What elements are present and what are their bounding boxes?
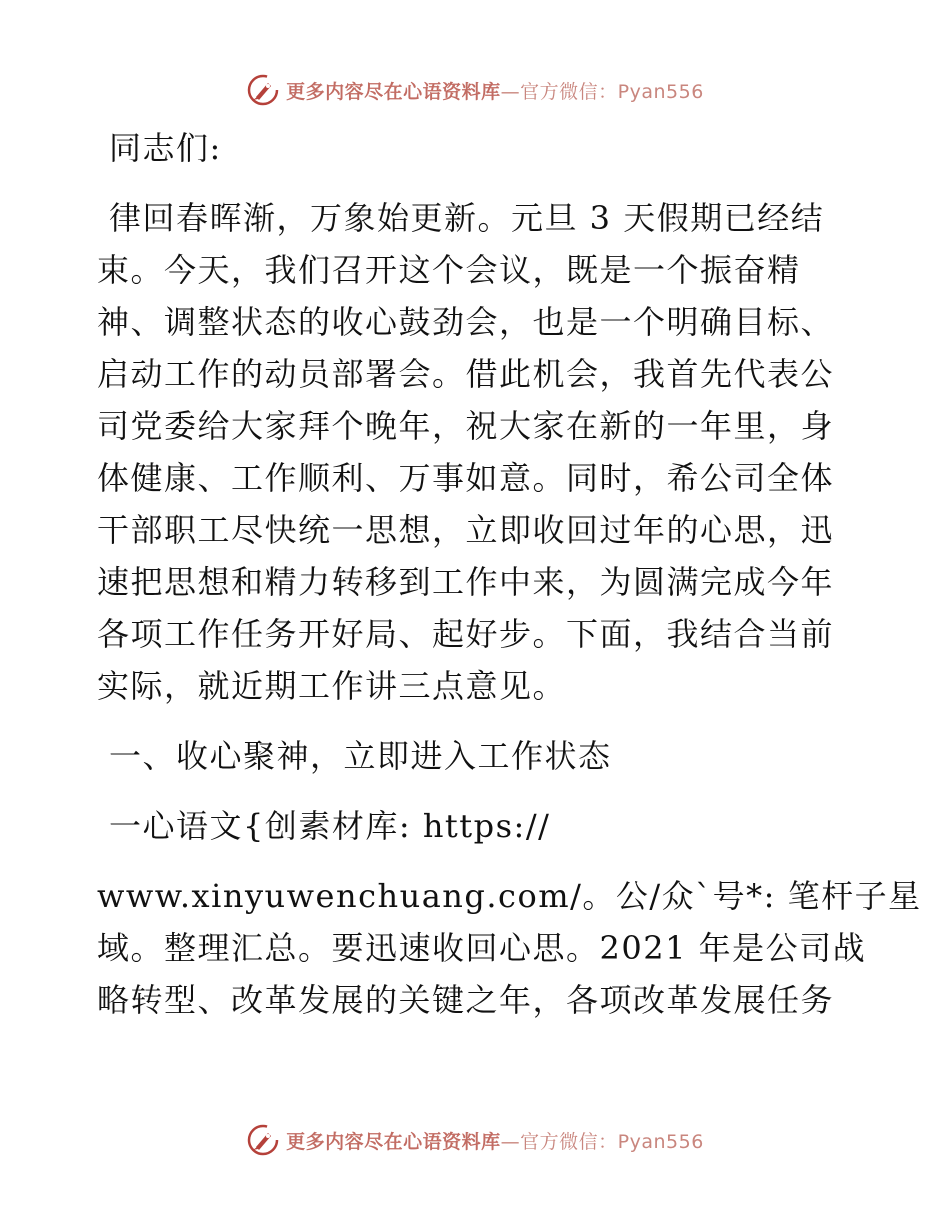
header-contact: 官方微信：Pyan556 (520, 80, 704, 103)
paragraph-line: 速把思想和精力转移到工作中来，为圆满完成今年 (97, 563, 835, 601)
footer-banner (0, 1120, 950, 1160)
section-heading: 一、收心聚神，立即进入工作状态 (109, 737, 612, 775)
footer-brand: 更多内容尽在心语资料库 (286, 1130, 501, 1153)
paragraph-line: 域。整理汇总。要迅速收回心思。2021 年是公司战 (97, 929, 867, 967)
footer-dash: — (500, 1130, 521, 1153)
pen-nib-logo-icon (246, 1123, 280, 1157)
salutation: 同志们: (109, 129, 222, 167)
paragraph-line: www.xinyuwenchuang.com/。公/众`号*: 笔杆子星 (97, 877, 922, 915)
paragraph-line: 律回春晖渐，万象始更新。元旦 3 天假期已经结 (109, 199, 825, 237)
paragraph-line: 实际，就近期工作讲三点意见。 (97, 667, 567, 705)
paragraph-line: 束。今天，我们召开这个会议，既是一个振奋精 (97, 251, 801, 289)
paragraph-line: 各项工作任务开好局、起好步。下面，我结合当前 (97, 615, 835, 653)
header-dash: — (500, 80, 521, 103)
footer-banner-text (286, 1127, 704, 1154)
paragraph-line: 神、调整状态的收心鼓劲会，也是一个明确目标、 (97, 303, 835, 341)
paragraph-line: 启动工作的动员部署会。借此机会，我首先代表公 (97, 355, 835, 393)
paragraph-line: 体健康、工作顺利、万事如意。同时，希公司全体 (97, 459, 835, 497)
paragraph-line: 干部职工尽快统一思想，立即收回过年的心思，迅 (97, 511, 835, 549)
paragraph-line: 司党委给大家拜个晚年，祝大家在新的一年里，身 (97, 407, 835, 445)
header-banner (0, 70, 950, 110)
document-body (97, 122, 922, 1026)
paragraph-line: 略转型、改革发展的关键之年，各项改革发展任务 (97, 981, 835, 1019)
pen-nib-logo-icon (246, 73, 280, 107)
footer-contact: 官方微信：Pyan556 (520, 1130, 704, 1153)
header-brand: 更多内容尽在心语资料库 (286, 80, 501, 103)
paragraph-line: 一心语文{创素材库: https:// (109, 807, 551, 845)
header-banner-text (286, 77, 704, 104)
